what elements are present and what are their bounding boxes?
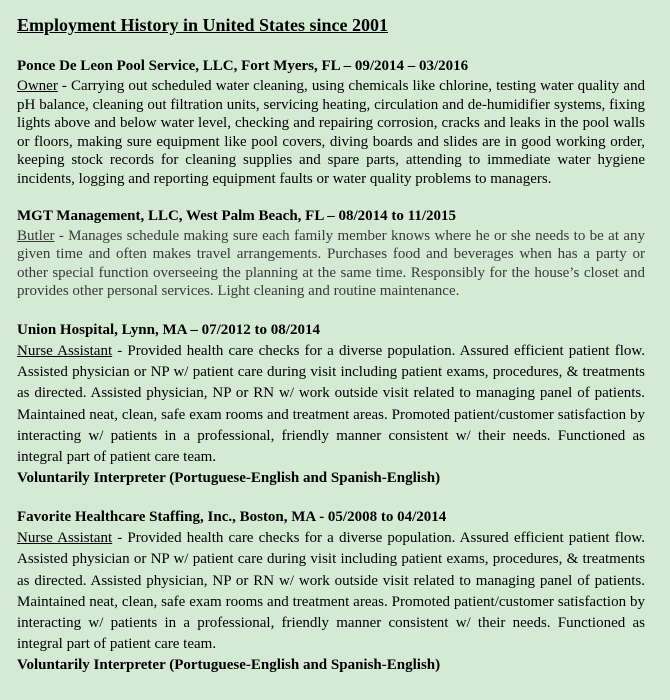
job-header: Ponce De Leon Pool Service, LLC, Fort Myers, FL – 09/2014 – 03/2016: [17, 58, 469, 74]
job-header: MGT Management, LLC, West Palm Beach, FL – 08/2014 to 11/2015: [17, 207, 457, 224]
job-header: Union Hospital, Lynn, MA – 07/2012 to 08/2014: [17, 321, 320, 338]
job-role: Butler: [17, 227, 55, 244]
job-description: [17, 227, 645, 301]
job-extra-note: Voluntarily Interpreter (Portuguese-English and Spanish-English): [17, 657, 441, 674]
job-duties: - Manages schedule making sure each family member knows where he or she needs to be at any given time and often makes travel arrangements. Purchases food and beverages when has a party or other special function overseeing the planning at the same time. Responsibly for the house’s closet and provides other personal services. Light cleaning and routine maintenance.: [17, 227, 645, 300]
job-role: Owner: [17, 78, 58, 94]
job-header: Favorite Healthcare Staffing, Inc., Boston, MA - 05/2008 to 04/2014: [17, 509, 447, 526]
job-role: Nurse Assistant: [17, 530, 113, 547]
job-entry: [17, 57, 645, 189]
job-description: [17, 77, 645, 189]
job-description: [17, 341, 645, 468]
job-entry: [17, 508, 645, 675]
job-entry: [17, 321, 645, 488]
job-extra-note: Voluntarily Interpreter (Portuguese-English and Spanish-English): [17, 470, 441, 487]
job-role: Nurse Assistant: [17, 342, 113, 359]
job-entry: [17, 207, 645, 301]
job-description: [17, 528, 645, 655]
job-duties: - Provided health care checks for a diverse population. Assured efficient patient flow. Assisted physician or NP w/ patient care during visit including patient exams, procedures, & treatments as directed. Assisted physician, NP or RN w/ work outside visit related to managing panel of patients. Maintained neat, clean, safe exam rooms and treatment areas. Promoted patient/customer satisfaction by interacting w/ patients in a professional, friendly manner consistent w/ their needs. Functioned as integral part of patient care team.: [17, 530, 646, 653]
page-title: Employment History in United States since 2001: [17, 15, 388, 35]
job-duties: - Carrying out scheduled water cleaning, using chemicals like chlorine, testing water quality and pH balance, cleaning out filtration units, servicing heating, circulation and de-humidifier systems, fixing lights above and below water level, checking and repairing corrosion, cracks and leaks in the pool walls or floors, making sure equipment like pool covers, diving boards and slides are in good working order, keeping stock records for cleaning supplies and spare parts, attending to immediate water hygiene incidents, logging and reporting equipment faults or water quality problems to managers.: [17, 78, 645, 187]
job-duties: - Provided health care checks for a diverse population. Assured efficient patient flow. Assisted physician or NP w/ patient care during visit including patient exams, procedures, & treatments as directed. Assisted physician, NP or RN w/ work outside visit related to managing panel of patients. Maintained neat, clean, safe exam rooms and treatment areas. Promoted patient/customer satisfaction by interacting w/ patients in a professional, friendly manner consistent w/ their needs. Functioned as integral part of patient care team.: [17, 342, 646, 465]
